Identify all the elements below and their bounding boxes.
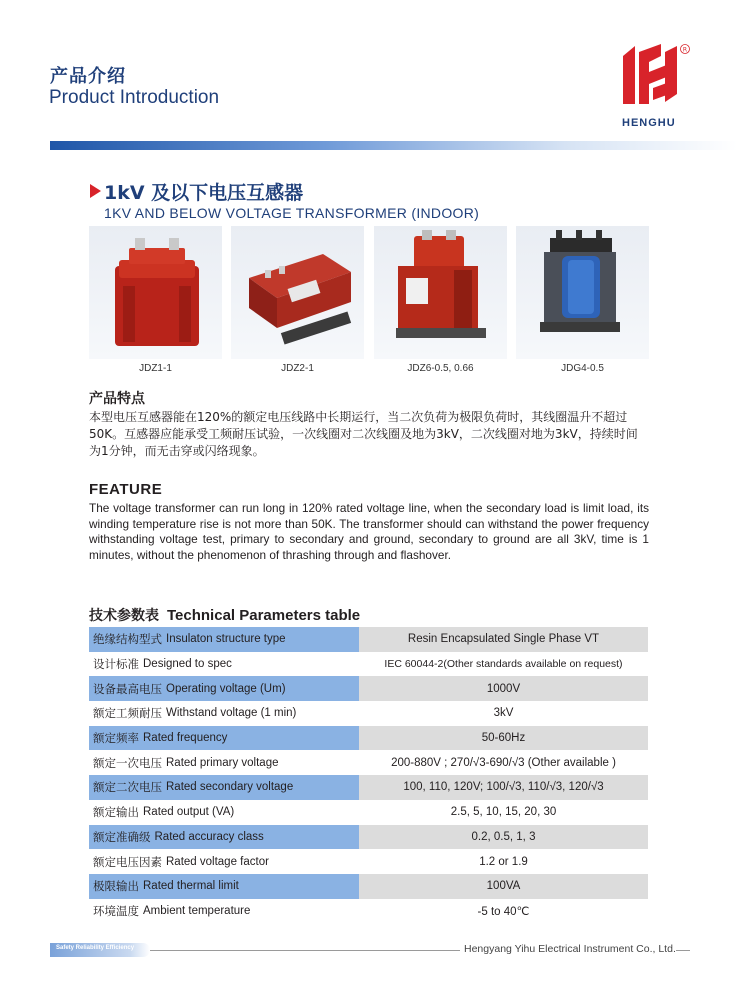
row-value: 200-880V ; 270/√3-690/√3 (Other available ) bbox=[359, 750, 648, 775]
row-value: 1000V bbox=[359, 676, 648, 701]
row-value: 1.2 or 1.9 bbox=[359, 849, 648, 874]
section-title-en: 1KV AND BELOW VOLTAGE TRANSFORMER (INDOOR) bbox=[104, 205, 480, 221]
row-value: 100, 110, 120V; 100/√3, 110/√3, 120/√3 bbox=[359, 775, 648, 800]
row-label-en: Rated accuracy class bbox=[154, 830, 264, 843]
row-label-en: Withstand voltage (1 min) bbox=[166, 707, 297, 720]
henghu-logo bbox=[619, 42, 691, 112]
features-text-en: The voltage transformer can run long in 120% rated voltage line, when the secondary load is limit load, its winding temperature rise is not more than 50K. The transformer should can withstand the power frequency withstanding voltage test, primary to secondary and ground, secondary to ground are all 3kV, time is 1 minutes, without the phenomenon of thrashing through and flashover. bbox=[89, 501, 649, 562]
row-value: IEC 60044-2(Other standards available on request) bbox=[359, 652, 648, 677]
row-label-cn: 额定电压因素 bbox=[93, 854, 162, 869]
table-row bbox=[89, 849, 648, 874]
table-row bbox=[89, 701, 648, 726]
features-text-cn: 本型电压互感器能在120%的额定电压线路中长期运行，当二次负荷为极限负荷时，其线圈温升不超过50K。互感器应能承受工频耐压试验，一次线圈对二次线圈及地为3kV，二次线圈对地为3kV，持续时间为1分钟，而无击穿或闪络现象。 bbox=[89, 410, 638, 458]
row-label-cn: 额定一次电压 bbox=[93, 755, 162, 770]
row-label-cn: 额定二次电压 bbox=[93, 780, 162, 795]
product-photo-jdz6 bbox=[374, 226, 507, 359]
row-label-cn: 额定频率 bbox=[93, 731, 139, 746]
row-label-en: Ambient temperature bbox=[143, 904, 251, 917]
row-value: 50-60Hz bbox=[359, 726, 648, 751]
row-label-cn: 极限输出 bbox=[93, 879, 139, 894]
footer-company: Hengyang Yihu Electrical Instrument Co., Ltd. bbox=[460, 943, 676, 955]
product-photo-jdz2 bbox=[231, 226, 364, 359]
svg-text:R: R bbox=[682, 46, 688, 54]
table-row bbox=[89, 825, 648, 850]
row-label-cn: 设备最高电压 bbox=[93, 681, 162, 696]
row-label-cn: 设计标准 bbox=[93, 657, 139, 672]
product-caption: JDZ6-0.5, 0.66 bbox=[407, 363, 474, 374]
header-divider-bar bbox=[50, 141, 737, 150]
row-label-cn: 环境温度 bbox=[93, 903, 139, 918]
features-heading-cn: 产品特点 bbox=[89, 391, 145, 407]
footer-tagline: Safety Reliability Efficiency bbox=[56, 945, 135, 951]
page-title-cn: 产品介绍 bbox=[50, 66, 126, 87]
table-row bbox=[89, 874, 648, 899]
row-label-en: Designed to spec bbox=[143, 658, 232, 671]
table-row bbox=[89, 775, 648, 800]
row-label-en: Rated voltage factor bbox=[166, 855, 269, 868]
table-row bbox=[89, 726, 648, 751]
row-value: -5 to 40℃ bbox=[359, 899, 648, 924]
features-heading-en: FEATURE bbox=[89, 481, 163, 498]
row-value: 100VA bbox=[359, 874, 648, 899]
table-row bbox=[89, 627, 648, 652]
row-label-en: Insulaton structure type bbox=[166, 633, 286, 646]
product-caption: JDZ2-1 bbox=[281, 363, 314, 374]
table-title bbox=[89, 605, 360, 625]
row-label-en: Rated secondary voltage bbox=[166, 781, 294, 794]
parameters-table bbox=[89, 627, 648, 923]
table-title-cn: 技术参数表 bbox=[89, 608, 159, 624]
row-value: Resin Encapsulated Single Phase VT bbox=[359, 627, 648, 652]
row-label-cn: 额定工频耐压 bbox=[93, 706, 162, 721]
table-row bbox=[89, 676, 648, 701]
table-row bbox=[89, 899, 648, 924]
row-value: 3kV bbox=[359, 701, 648, 726]
page-title-en: Product Introduction bbox=[49, 87, 220, 108]
table-row bbox=[89, 750, 648, 775]
product-caption: JDG4-0.5 bbox=[561, 363, 604, 374]
logo-wordmark: HENGHU bbox=[622, 117, 676, 129]
row-label-en: Rated primary voltage bbox=[166, 756, 279, 769]
row-label-cn: 绝缘结构型式 bbox=[93, 632, 162, 647]
row-label-en: Rated frequency bbox=[143, 732, 228, 745]
product-photo-jdg4 bbox=[516, 226, 649, 359]
product-caption: JDZ1-1 bbox=[139, 363, 172, 374]
table-title-en: Technical Parameters table bbox=[167, 607, 361, 624]
row-value: 0.2, 0.5, 1, 3 bbox=[359, 825, 648, 850]
section-title-cn: 1kV 及以下电压互感器 bbox=[104, 182, 304, 204]
row-label-cn: 额定输出 bbox=[93, 805, 139, 820]
product-photo-jdz1 bbox=[89, 226, 222, 359]
table-row bbox=[89, 800, 648, 825]
row-label-en: Rated output (VA) bbox=[143, 806, 235, 819]
row-label-cn: 额定准确级 bbox=[93, 829, 151, 844]
row-label-en: Rated thermal limit bbox=[143, 880, 239, 893]
row-value: 2.5, 5, 10, 15, 20, 30 bbox=[359, 800, 648, 825]
row-label-en: Operating voltage (Um) bbox=[166, 682, 286, 695]
table-row bbox=[89, 652, 648, 677]
section-arrow-icon bbox=[90, 184, 101, 198]
